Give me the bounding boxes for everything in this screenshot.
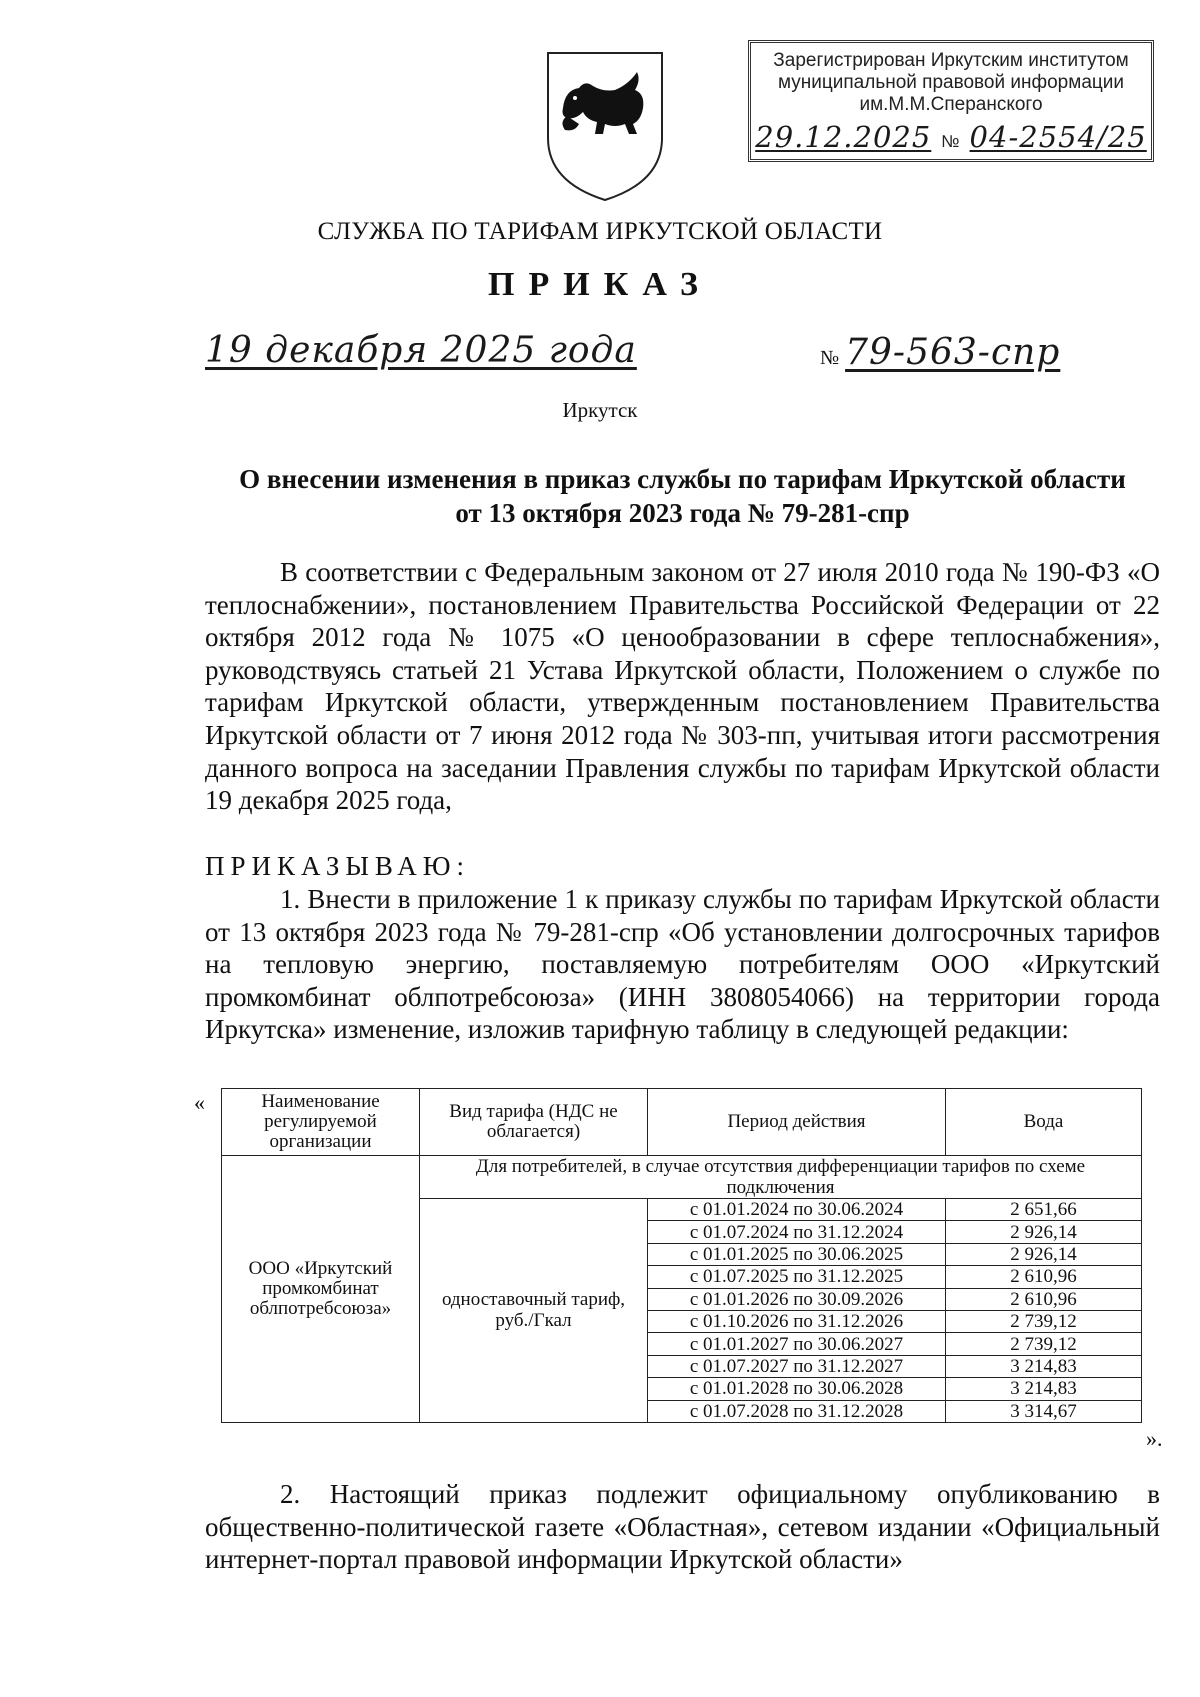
stamp-line-3: им.М.М.Сперанского xyxy=(859,94,1043,115)
period-cell: с 01.01.2028 по 30.06.2028 xyxy=(648,1378,946,1400)
organization-cell: ООО «Иркутский промкомбинат облпотребсоюза» xyxy=(222,1156,420,1423)
preamble-paragraph: В соответствии с Федеральным законом от 27 июля 2010 года № 190-ФЗ «О теплоснабжении», постановлением Правительства Российской Федерации от 22 октября 2012 года № 1075 «О ценообразовании в сфере теплоснабжения», руководствуясь статьей 21 Устава Иркутской области, Положением о службе по тарифам Иркутской области, утвержденным постановлением Правительства Иркутской области от 7 июня 2012 года № 303-пп, учитывая итоги рассмотрения данного вопроса на заседании Правления службы по тарифам Иркутской области 19 декабря 2025 года, xyxy=(205,557,1160,816)
water-tariff-value-cell: 2 610,96 xyxy=(946,1266,1142,1288)
table-subheader-row xyxy=(222,1156,1142,1199)
order-number-block xyxy=(820,332,1060,373)
water-tariff-value-cell: 2 926,14 xyxy=(946,1243,1142,1265)
clause-1-paragraph: 1. Внести в приложение 1 к приказу службы по тарифам Иркутской области от 13 октября 2023 года № 79-281-спр «Об установлении долгосрочных тарифов на тепловую энергию, поставляемую потребителям ООО «Иркутский промкомбинат облпотребсоюза» (ИНН 3808054066) на территории города Иркутска» изменение, изложив тарифную таблицу в следующей редакции: xyxy=(205,884,1160,1045)
table-header-row xyxy=(222,1089,1142,1156)
stamp-line-1: Зарегистрирован Иркутским институтом xyxy=(773,50,1129,71)
stamp-registration-row xyxy=(751,120,1151,154)
period-cell: с 01.01.2024 по 30.06.2024 xyxy=(648,1199,946,1221)
heading-line-1: О внесении изменения в приказ службы по тарифам Иркутской области xyxy=(239,464,1126,494)
order-date: 19 декабря 2025 года xyxy=(205,330,637,371)
period-cell: с 01.07.2024 по 31.12.2024 xyxy=(648,1221,946,1243)
period-cell: с 01.07.2027 по 31.12.2027 xyxy=(648,1355,946,1377)
water-tariff-value-cell: 2 610,96 xyxy=(946,1288,1142,1310)
clause-2-paragraph: 2. Настоящий приказ подлежит официальному опубликованию в общественно-политической газете «Областная», сетевом издании «Официальный интернет-портал правовой информации Иркутской области» xyxy=(205,1479,1160,1575)
agency-name: СЛУЖБА ПО ТАРИФАМ ИРКУТСКОЙ ОБЛАСТИ xyxy=(317,218,883,245)
tariff-type-cell: одноставочный тариф, руб./Гкал xyxy=(420,1199,648,1423)
water-tariff-value-cell: 2 739,12 xyxy=(946,1333,1142,1355)
subheader-cell: Для потребителей, в случае отсутствия дифференциации тарифов по схеме подключения xyxy=(420,1156,1142,1199)
period-cell: с 01.01.2026 по 30.09.2026 xyxy=(648,1288,946,1310)
stamp-line-2: муниципальной правовой информации xyxy=(778,72,1124,93)
stamp-number-label: № xyxy=(941,132,960,151)
water-tariff-value-cell: 3 214,83 xyxy=(946,1378,1142,1400)
registration-stamp xyxy=(748,40,1154,162)
stamp-number: 04-2554/25 xyxy=(969,120,1147,154)
order-number-label: № xyxy=(820,347,840,369)
water-tariff-value-cell: 2 651,66 xyxy=(946,1199,1142,1221)
stamp-date: 29.12.2025 xyxy=(755,120,932,154)
header-organization: Наименование регулируемой организации xyxy=(222,1089,420,1156)
tariff-table xyxy=(221,1088,1142,1423)
quote-open: « xyxy=(194,1090,205,1115)
water-tariff-value-cell: 3 314,67 xyxy=(946,1400,1142,1422)
city: Иркутск xyxy=(562,398,638,422)
quote-close: ». xyxy=(1146,1426,1163,1451)
irkutsk-coat-of-arms-icon xyxy=(545,50,665,202)
period-cell: с 01.10.2026 по 31.12.2026 xyxy=(648,1310,946,1332)
header-tariff-type: Вид тарифа (НДС не облагается) xyxy=(420,1089,648,1156)
water-tariff-value-cell: 3 214,83 xyxy=(946,1355,1142,1377)
heading-line-2: от 13 октября 2023 года № 79-281-спр xyxy=(455,498,910,528)
header-period: Период действия xyxy=(648,1089,946,1156)
water-tariff-value-cell: 2 739,12 xyxy=(946,1310,1142,1332)
order-title: ПРИКАЗ xyxy=(488,266,712,303)
period-cell: с 01.01.2027 по 30.06.2027 xyxy=(648,1333,946,1355)
decree-word: ПРИКАЗЫВАЮ: xyxy=(205,851,470,881)
period-cell: с 01.07.2028 по 31.12.2028 xyxy=(648,1400,946,1422)
water-tariff-value-cell: 2 926,14 xyxy=(946,1221,1142,1243)
header-water: Вода xyxy=(946,1089,1142,1156)
document-heading xyxy=(205,462,1160,530)
period-cell: с 01.01.2025 по 30.06.2025 xyxy=(648,1243,946,1265)
period-cell: с 01.07.2025 по 31.12.2025 xyxy=(648,1266,946,1288)
order-number: 79-563-спр xyxy=(845,332,1061,373)
